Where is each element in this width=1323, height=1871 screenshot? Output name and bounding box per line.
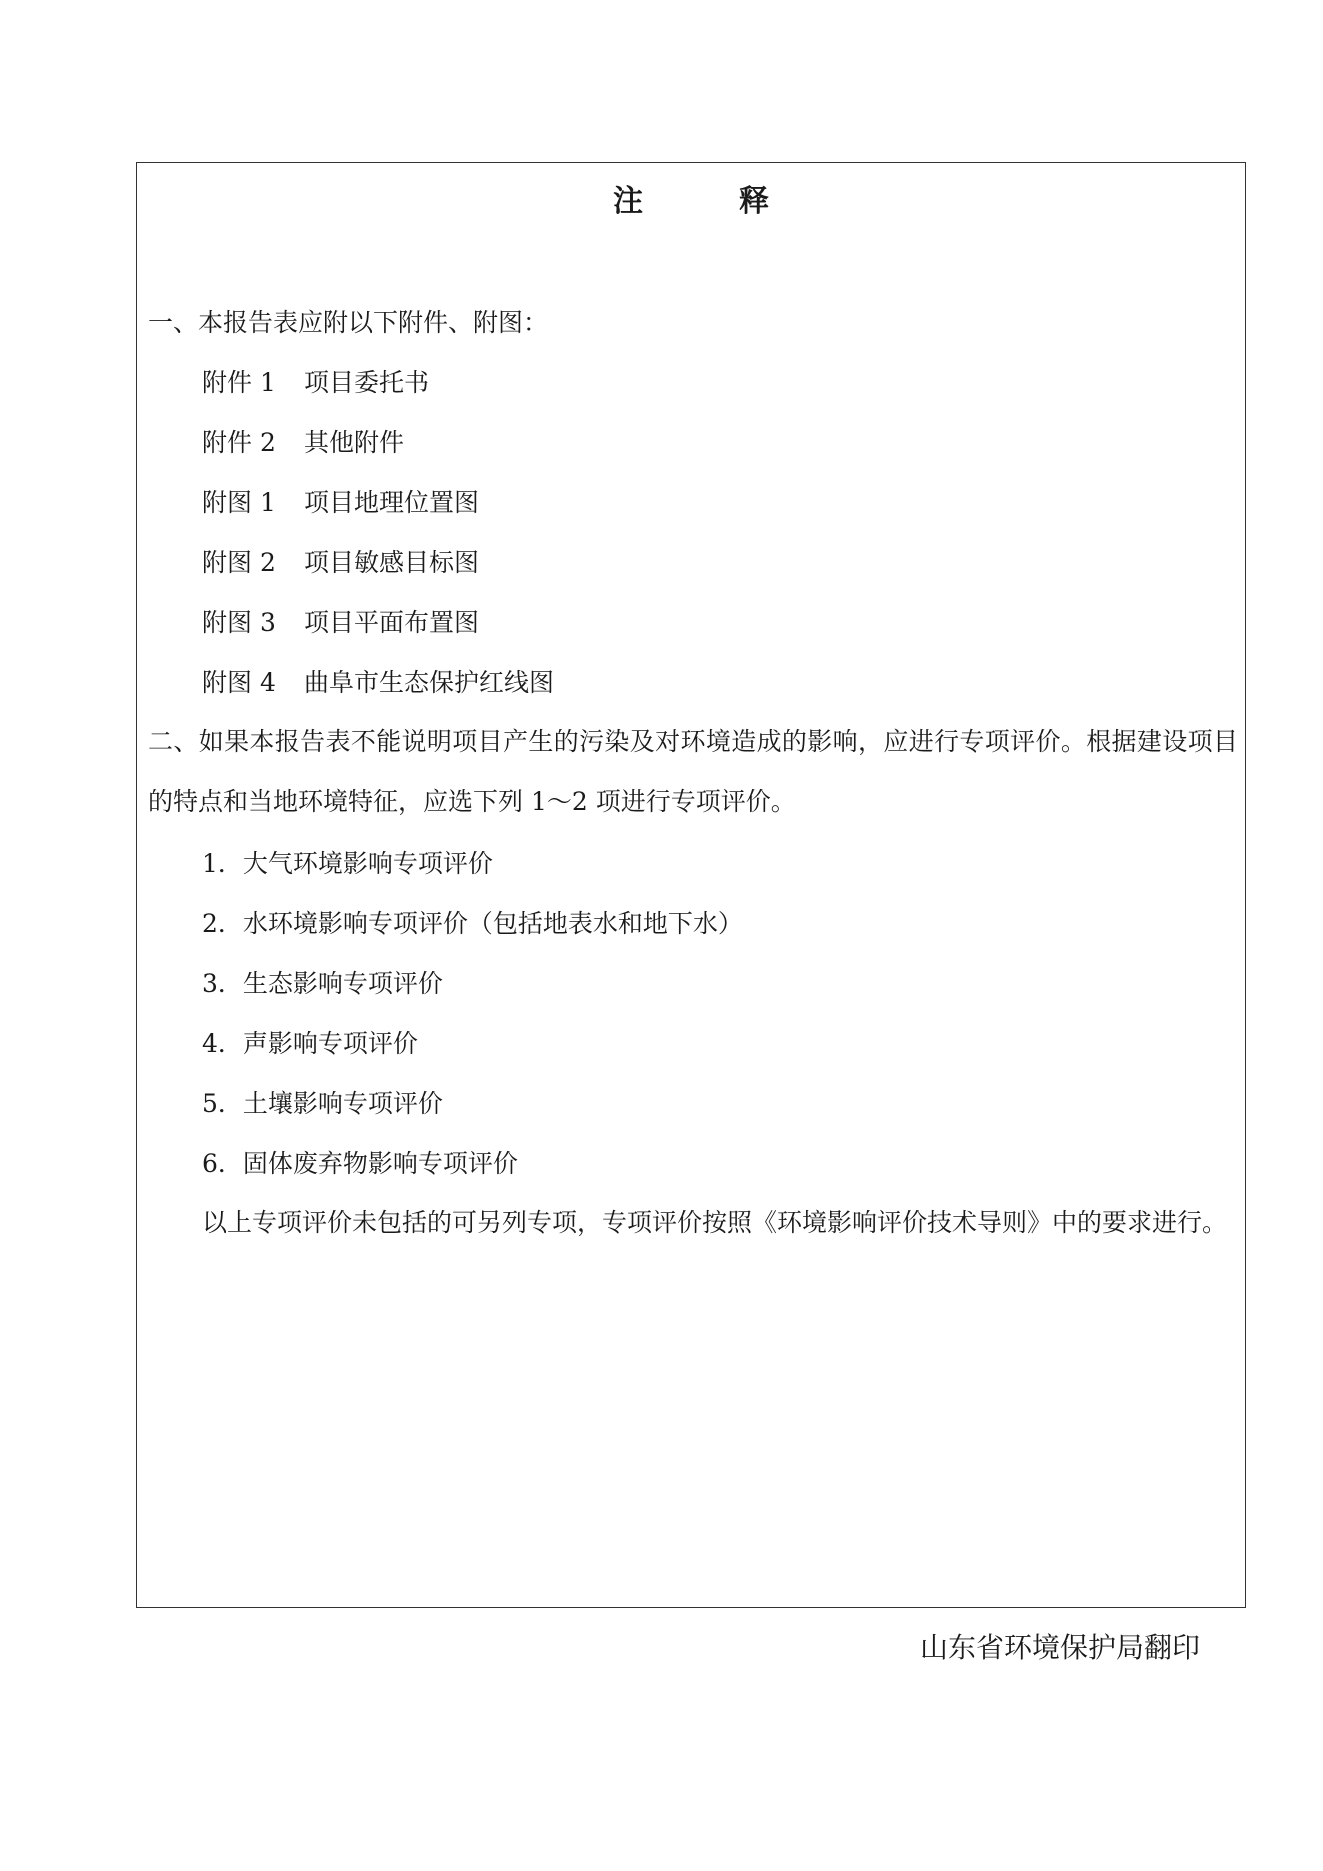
figure-text: 曲阜市生态保护红线图: [304, 668, 555, 697]
figure-text: 项目地理位置图: [304, 488, 480, 517]
assessment-item: 1．大气环境影响专项评价: [202, 849, 493, 878]
figure-tag: 附图 2: [202, 548, 276, 577]
footer-printer-note: 山东省环境保护局翻印: [920, 1631, 1201, 1664]
figure-text: 项目平面布置图: [304, 608, 480, 637]
figure-tag: 附图 4: [202, 668, 276, 697]
attachment-tag: 附件 2: [202, 428, 276, 457]
figure-tag: 附图 3: [202, 608, 276, 637]
assessment-item: 6．固体废弃物影响专项评价: [202, 1149, 518, 1178]
assessment-item: 4．声影响专项评价: [202, 1029, 418, 1058]
figure-item: [202, 546, 479, 580]
figure-text: 项目敏感目标图: [304, 548, 480, 577]
figure-item: [202, 666, 554, 700]
attachment-item: [202, 366, 429, 400]
attachment-text: 其他附件: [304, 428, 405, 457]
assessment-item: 3．生态影响专项评价: [202, 969, 443, 998]
page-title: [136, 182, 1246, 222]
assessment-item: 5．土壤影响专项评价: [202, 1089, 443, 1118]
title-char-1: 注: [613, 184, 643, 219]
figure-tag: 附图 1: [202, 488, 276, 517]
figure-item: [202, 486, 479, 520]
figure-item: [202, 606, 479, 640]
section1-heading: 一、本报告表应附以下附件、附图：: [148, 308, 549, 337]
section2-paragraph: 二、如果本报告表不能说明项目产生的污染及对环境造成的影响，应进行专项评价。根据建设项目的特点和当地环境特征，应选下列 1～2 项进行专项评价。: [148, 727, 1238, 816]
attachment-item: [202, 426, 404, 460]
attachment-text: 项目委托书: [304, 368, 430, 397]
title-char-2: 释: [739, 184, 769, 219]
assessment-item: 2．水环境影响专项评价（包括地表水和地下水）: [202, 909, 743, 938]
attachment-tag: 附件 1: [202, 368, 276, 397]
section2-closing: 以上专项评价未包括的可另列专项，专项评价按照《环境影响评价技术导则》中的要求进行。: [202, 1208, 1228, 1237]
